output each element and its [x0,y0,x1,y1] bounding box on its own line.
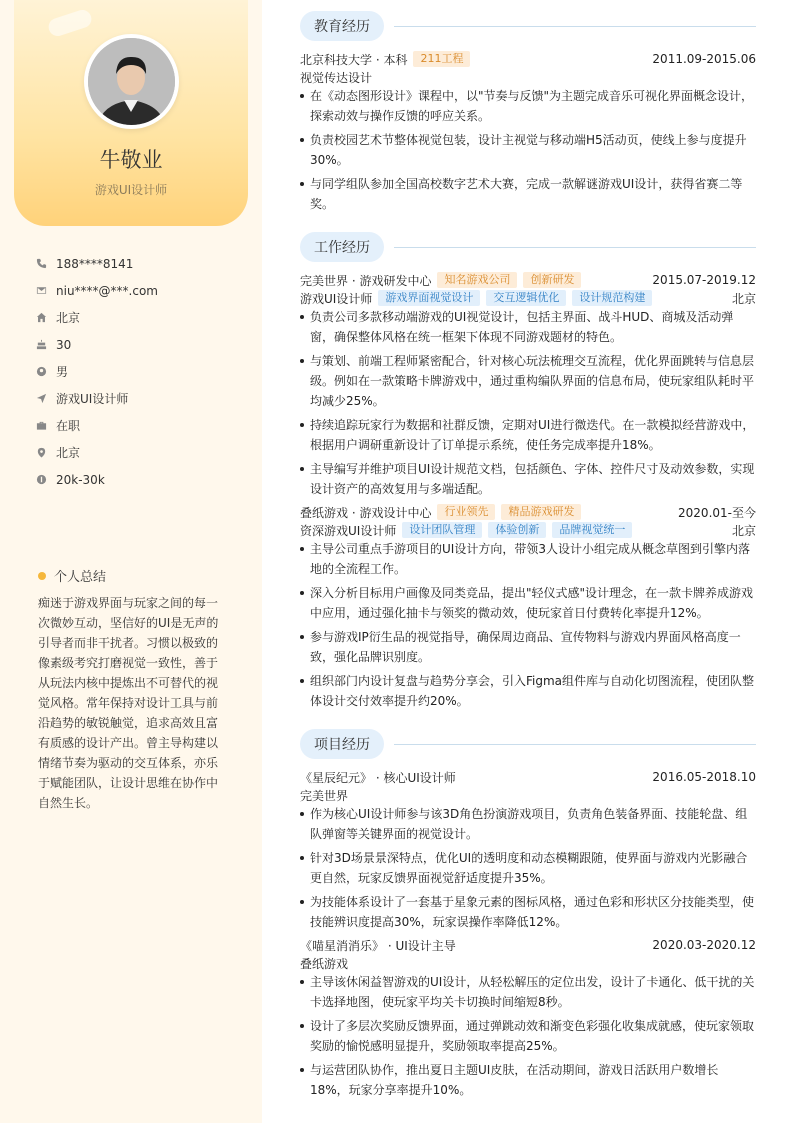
gender-icon [36,366,56,377]
section-title: 工作经历 [300,232,384,262]
project-org-row [300,954,756,972]
project-header [300,936,756,954]
skill-tag: 设计团队管理 [402,522,482,538]
section-title: 项目经历 [300,729,384,759]
bullet-dot-icon [38,572,46,580]
project-date: 2020.03-2020.12 [652,938,756,952]
section-title: 教育经历 [300,11,384,41]
sidebar [0,0,262,1123]
job-date: 2015.07-2019.12 [652,273,756,287]
cake-icon [36,339,56,350]
section-work [300,232,756,262]
job-bullets [300,539,756,715]
school-tag: 211工程 [413,51,470,67]
contact-text: 男 [56,365,69,379]
education-major-row [300,68,756,86]
contact-status [36,412,246,439]
list-item: 负责校园艺术节整体视觉包装，设计主视觉与移动端H5活动页，使线上参与度提升30%。 [300,130,756,170]
project-org: 完美世界 [300,788,349,803]
list-item: 与运营团队协作，推出夏日主题UI皮肤，在活动期间，游戏日活跃用户数增长18%，玩家分享率提升10%。 [300,1060,756,1100]
job-bullets [300,307,756,503]
contact-text: 北京 [56,446,81,460]
contact-text: 188****8141 [56,256,134,271]
section-divider [394,26,756,27]
project-bullets [300,804,756,936]
profile-name: 牛敬业 [99,148,163,172]
skill-tag: 品牌视觉统一 [552,522,632,538]
skill-tag: 体验创新 [488,522,546,538]
list-item: 主导编写并维护项目UI设计规范文档，包括颜色、字体、控件尺寸及动效参数，实现设计资产的高效复用与多端适配。 [300,459,756,499]
education-header [300,50,756,68]
job-role-row [300,289,756,307]
list-item: 参与游戏IP衍生品的视觉指导，确保周边商品、宣传物料与游戏内界面风格高度一致，强化品牌识别度。 [300,627,756,667]
list-item: 深入分析目标用户画像及同类竞品，提出"轻仪式感"设计理念，在一款卡牌养成游戏中应用，通过强化抽卡与领奖的微动效，使玩家首日付费转化率提升12%。 [300,583,756,623]
contact-location [36,439,246,466]
education-date: 2011.09-2015.06 [652,52,756,66]
contact-text: 游戏UI设计师 [56,392,129,406]
person-silhouette-icon [88,38,175,125]
section-education [300,11,756,41]
contact-age [36,331,246,358]
contact-text: 20k-30k [56,472,105,487]
project-org: 叠纸游戏 [300,956,349,971]
project-org-row [300,786,756,804]
contact-text: 30 [56,337,72,352]
project-name: 《星辰纪元》 · 核心UI设计师 [300,770,456,785]
skill-tag: 游戏界面视觉设计 [378,290,480,306]
home-icon [36,312,56,323]
mail-icon [36,285,56,296]
education-bullets [300,86,756,218]
contact-phone [36,250,246,277]
job-role-row [300,521,756,539]
project-header [300,768,756,786]
list-item: 为技能体系设计了一套基于星象元素的图标风格，通过色彩和形状区分技能类型，使技能辨识度提高30%，玩家误操作率降低12%。 [300,892,756,932]
list-item: 组织部门内设计复盘与趋势分享会，引入Figma组件库与自动化切图流程，使团队整体设计交付效率提升约20%。 [300,671,756,711]
section-projects [300,729,756,759]
phone-icon [36,258,56,269]
company-tag: 创新研发 [523,272,581,288]
job-date: 2020.01-至今 [678,505,756,520]
company-tag: 精品游戏研发 [501,504,581,520]
contact-gender [36,358,246,385]
job-city: 北京 [731,523,756,538]
list-item: 与同学组队参加全国高校数字艺术大赛，完成一款解谜游戏UI设计，获得省赛二等奖。 [300,174,756,214]
contact-text: 北京 [56,311,81,325]
list-item: 主导公司重点手游项目的UI设计方向，带领3人设计小组完成从概念草图到引擎内落地的全流程工作。 [300,539,756,579]
list-item: 持续追踪玩家行为数据和社群反馈，定期对UI进行微迭代。在一款模拟经营游戏中，根据用户调研重新设计了订单提示系统，使任务完成率提升18%。 [300,415,756,455]
send-icon [36,393,56,404]
avatar-photo [88,38,175,125]
briefcase-icon [36,420,56,431]
list-item: 在《动态图形设计》课程中，以"节奏与反馈"为主题完成音乐可视化界面概念设计，探索动效与操作反馈的呼应关系。 [300,86,756,126]
location-icon [36,447,56,458]
list-item: 主导该休闲益智游戏的UI设计，从轻松解压的定位出发，设计了卡通化、低干扰的关卡选择地图，使玩家平均关卡切换时间缩短8秒。 [300,972,756,1012]
summary-heading-text: 个人总结 [54,570,107,585]
list-item: 设计了多层次奖励反馈界面，通过弹跳动效和渐变色彩强化收集成就感，使玩家领取奖励的愉悦感明显提升，奖励领取率提高25%。 [300,1016,756,1056]
list-item: 作为核心UI设计师参与该3D角色扮演游戏项目，负责角色装备界面、技能轮盘、组队弹窗等关键界面的视觉设计。 [300,804,756,844]
section-divider [394,247,756,248]
project-bullets [300,972,756,1104]
decorative-shape [46,8,93,39]
money-icon [36,474,56,485]
company-name: 叠纸游戏 · 游戏设计中心 [300,505,432,520]
company-tag: 知名游戏公司 [437,272,517,288]
contact-home [36,304,246,331]
contact-email [36,277,246,304]
job-role: 游戏UI设计师 [300,291,373,306]
contact-text: 在职 [56,419,81,433]
list-item: 与策划、前端工程师紧密配合，针对核心玩法梳理交互流程，优化界面跳转与信息层级。例如在一款策略卡牌游戏中，通过重构编队界面的信息布局，使玩家组队耗时平均减少25%。 [300,351,756,411]
school-name: 北京科技大学 · 本科 [300,52,408,67]
skill-tag: 交互逻辑优化 [486,290,566,306]
education-major: 视觉传达设计 [300,70,373,85]
job-city: 北京 [731,291,756,306]
contact-text: niu****@***.com [56,283,158,298]
summary-heading [38,566,106,585]
job-header [300,503,756,521]
contact-list [36,250,246,493]
company-name: 完美世界 · 游戏研发中心 [300,273,432,288]
contact-job [36,385,246,412]
job-header [300,271,756,289]
section-divider [394,744,756,745]
avatar [84,34,179,129]
list-item: 负责公司多款移动端游戏的UI视觉设计，包括主界面、战斗HUD、商城及活动弹窗，确保整体风格在统一框架下体现不同游戏题材的特色。 [300,307,756,347]
profile-title: 游戏UI设计师 [94,183,168,197]
job-role: 资深游戏UI设计师 [300,523,397,538]
summary-text: 痴迷于游戏界面与玩家之间的每一次微妙互动，坚信好的UI是无声的引导者而非干扰者。习惯以极致的像素级考究打磨视觉一致性，善于从玩法内核中提炼出不可替代的视觉风格。常年保持对设计工具与前沿趋势的敏锐触觉，追求高效且富有质感的设计产出。曾主导构建以情绪节奏为驱动的交互体系，亦乐于赋能团队，让设计思维在协作中自然生长。 [38,596,219,810]
skill-tag: 设计规范构建 [572,290,652,306]
list-item: 针对3D场景景深特点，优化UI的透明度和动态模糊跟随，使界面与游戏内光影融合更自然，玩家反馈界面视觉舒适度提升35%。 [300,848,756,888]
project-name: 《喵星消消乐》 · UI设计主导 [300,938,456,953]
contact-salary [36,466,246,493]
project-date: 2016.05-2018.10 [652,770,756,784]
company-tag: 行业领先 [437,504,495,520]
